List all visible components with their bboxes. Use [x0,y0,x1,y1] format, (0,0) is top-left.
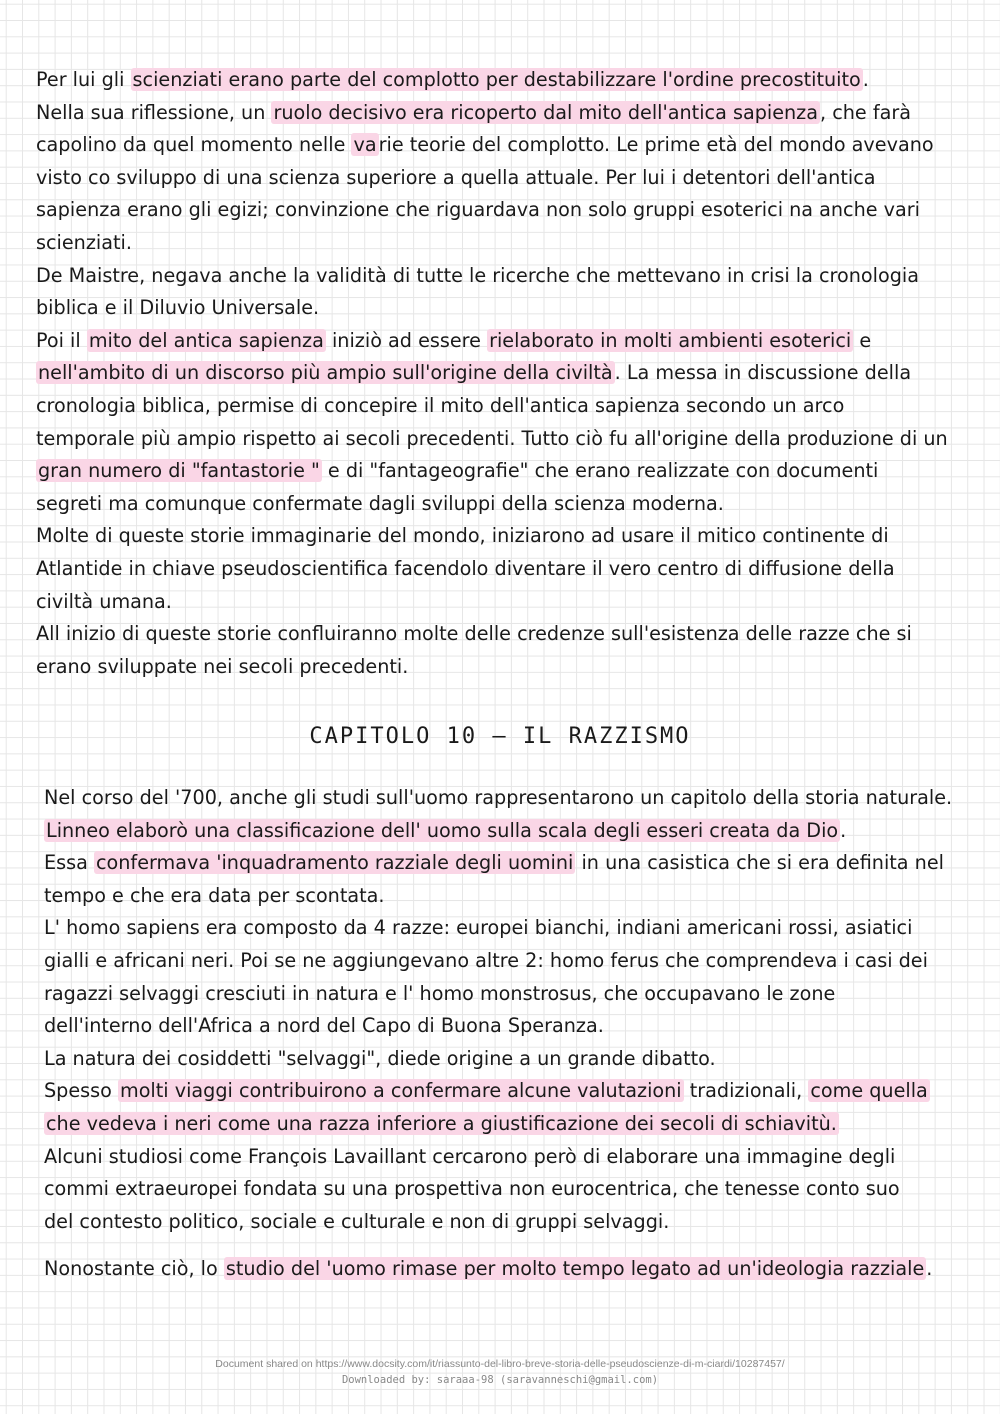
text-line [36,586,948,619]
text-segment: tempo e che era data per scontata. [44,883,385,907]
text-segment: ragazzi selvaggi cresciuti in natura e l' homo monstrosus, che occupavano le zone [44,981,836,1005]
text-line [36,455,948,488]
text-line [36,227,948,260]
text-segment: Poi il [36,328,87,352]
text-line [36,292,948,325]
highlighted-text: scienziati erano parte del complotto per destabilizzare l'ordine precostituito [132,68,861,91]
text-segment: Alcuni studiosi come François Lavaillant cercarono però di elaborare una immagine degli [44,1144,896,1168]
highlighted-text: molti viaggi contribuirono a confermare alcune valutazioni [120,1079,682,1103]
text-line [36,618,948,651]
text-line [36,162,948,195]
text-segment: scienziati. [36,230,132,254]
highlighted-text: gran numero di "fantastorie " [38,459,320,483]
text-segment: del contesto politico, sociale e culturale e non di gruppi selvaggi. [44,1209,670,1233]
text-segment: temporale più ampio rispetto ai secoli precedenti. Tutto ciò fu all'origine della produzione di un [36,426,948,450]
text-segment: , che farà [820,100,911,124]
text-segment: tradizionali, [683,1079,809,1103]
text-segment: in una casistica che si era definita nel [575,851,944,875]
chapter-title: CAPITOLO 10 — IL RAZZISMO [309,724,691,749]
highlighted-text: che vedeva i neri come una razza inferiore a giustificazione dei secoli di schiavitù. [46,1111,837,1135]
text-segment: . [862,68,869,91]
text-segment: Per lui gli [36,68,131,91]
text-line [36,260,948,293]
text-segment: visto co sviluppo di una scienza superiore a quella attuale. Per lui i detentori dell'antica [36,165,876,189]
text-line [44,880,952,913]
text-segment: . [926,1257,933,1280]
text-line [44,945,952,978]
text-line [44,1206,952,1239]
text-line [36,357,948,390]
highlighted-text: confermava 'inquadramento razziale degli uomini [95,851,574,875]
text-line [36,64,948,97]
text-segment: Nel corso del '700, anche gli studi sull'uomo rappresentarono un capitolo della storia naturale. [44,786,953,809]
text-segment: Atlantide in chiave pseudoscientifica facendolo diventare il vero centro di diffusione della [36,556,895,580]
text-segment: iniziò ad essere [325,328,488,352]
section-1-paragraphs [36,64,948,683]
text-segment: La natura dei cosiddetti "selvaggi", diede origine a un grande dibatto. [44,1046,716,1070]
highlighted-text: mito del antica sapienza [88,328,324,352]
text-segment: Spesso [44,1079,118,1103]
text-line [44,912,952,945]
text-line [36,194,948,227]
text-line [44,1141,952,1174]
text-line [44,1043,952,1076]
text-line [44,1108,952,1141]
footer-downloaded-by: Downloaded by: saraaa-98 (saravanneschi@gmail.com) [341,1374,659,1386]
text-line [36,423,948,456]
text-line [36,97,948,130]
text-segment: Nella sua riflessione, un [36,100,272,124]
text-line [36,488,948,521]
text-segment: erano sviluppate nei secoli precedenti. [36,654,409,678]
closing-paragraph [44,1253,932,1286]
text-segment: civiltà umana. [36,589,172,613]
text-segment: . [840,818,847,842]
text-segment: De Maistre, negava anche la validità di tutte le ricerche che mettevano in crisi la cronologia [36,263,919,287]
highlighted-text: Linneo elaborò una classificazione dell' uomo sulla scala degli esseri creata da Dio [46,818,839,842]
text-segment: commi extraeuropei fondata su una prospettiva non eurocentrica, che tenesse conto suo [44,1177,900,1201]
text-line [44,1010,952,1043]
text-line [36,390,948,423]
footer-shared-source: Document shared on https://www.docsity.com/it/riassunto-del-libro-breve-storia-delle-pseudoscienze-di-m-ciardi/10287457/ [215,1358,785,1370]
text-line [44,815,952,848]
text-line [44,1075,952,1108]
text-segment: All inizio di queste storie confluiranno molte delle credenze sull'esistenza delle razze che si [36,622,912,646]
text-line [44,978,952,1011]
text-segment: gialli e africani neri. Poi se ne aggiungevano altre 2: homo ferus che comprendeva i casi dei [44,948,928,972]
text-line [44,782,952,815]
text-segment: cronologia biblica, permise di concepire il mito dell'antica sapienza secondo un arco [36,393,845,417]
highlighted-text: va [353,133,377,157]
highlighted-text: ruolo decisivo era ricoperto dal mito dell'antica sapienza [273,100,819,124]
text-line [36,651,948,684]
text-segment: L' homo sapiens era composto da 4 razze: europei bianchi, indiani americani rossi, asiatici [44,916,913,940]
text-line [44,847,952,880]
highlighted-text: rielaborato in molti ambienti esoterici [489,328,852,352]
text-segment: capolino da quel momento nelle [36,133,352,157]
text-line [36,129,948,162]
text-line [36,553,948,586]
highlighted-text: studio del 'uomo rimase per molto tempo legato ad un'ideologia razziale [225,1257,925,1280]
text-segment: e di "fantageografie" che erano realizzate con documenti [321,459,879,483]
text-segment: Essa [44,851,94,875]
highlighted-text: nell'ambito di un discorso più ampio sull'origine della civiltà [38,361,613,385]
text-segment: rie teorie del complotto. Le prime età del mondo avevano [378,133,934,157]
text-segment: e [853,328,872,352]
text-segment: sapienza erano gli egizi; convinzione che riguardava non solo gruppi esoterici na anche vari [36,198,921,222]
section-2-paragraphs [44,782,952,1238]
text-segment: segreti ma comunque confermate dagli sviluppi della scienza moderna. [36,491,724,515]
text-segment: Molte di queste storie immaginarie del mondo, iniziarono ad usare il mitico continente di [36,524,889,548]
text-line [44,1173,952,1206]
text-segment: . La messa in discussione della [614,361,912,385]
text-line [36,325,948,358]
highlighted-text: come quella [810,1079,928,1103]
text-segment: biblica e il Diluvio Universale. [36,296,320,320]
text-segment: Nonostante ciò, lo [44,1257,224,1280]
text-line [36,520,948,553]
text-segment: dell'interno dell'Africa a nord del Capo di Buona Speranza. [44,1014,604,1038]
text-line [44,1253,932,1286]
